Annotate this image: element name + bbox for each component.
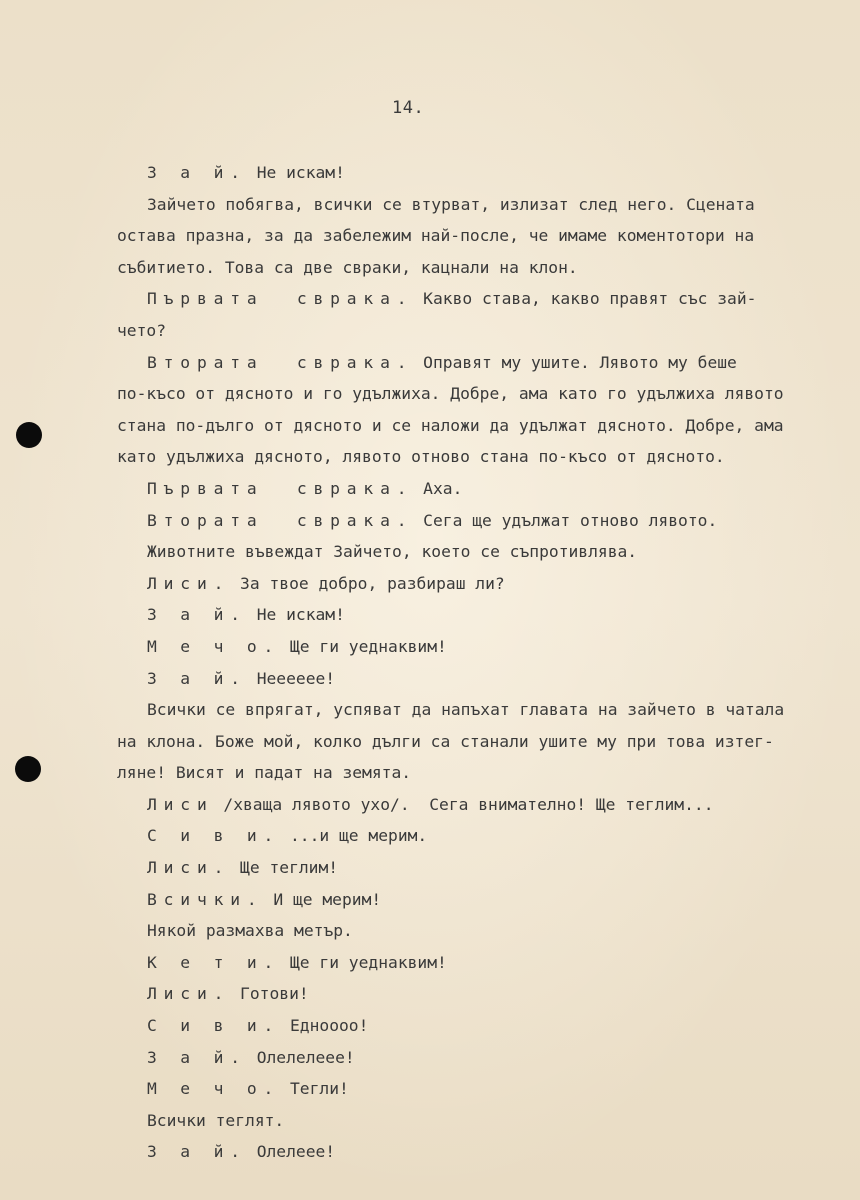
text-line [117,157,859,189]
speaker-name: З а й. [147,163,247,182]
text-line [117,726,859,758]
line-text: Едноооо! [280,1016,369,1036]
line-text: ляне! Висят и падат на земята. [117,763,412,783]
text-line [117,820,859,852]
text-line [117,189,859,221]
speaker-name: Първата сврака. [147,289,414,309]
text-line [117,884,859,916]
text-line [117,1136,859,1168]
page-number: 14. [392,98,425,118]
text-line [117,1073,859,1105]
text-line [117,947,859,979]
speaker-name: З а й. [147,605,247,625]
line-text: Оправят му ушите. Лявото му беше [413,352,737,372]
script-text [117,157,859,1168]
speaker-name: Лиси. [147,984,231,1004]
line-text: Какво става, какво правят със зай- [413,289,757,309]
line-text: Нееееее! [246,668,336,688]
line-text: събитието. Това са две свраки, кацнали на клон. [117,257,578,277]
text-line [117,757,859,789]
speaker-name: З а й. [147,668,247,688]
line-text: ...и ще мерим. [280,826,428,846]
text-line [117,978,859,1010]
line-text: Олелелеее! [246,1047,355,1067]
text-line [117,789,859,821]
text-line [117,663,859,695]
line-text: /хваща лявото ухо/. Сега внимателно! Ще теглим... [213,794,714,814]
speaker-name: М е ч о. [147,1079,281,1099]
punch-hole-bottom [15,756,41,782]
text-line [117,1010,859,1042]
speaker-name: Втората сврака. [147,510,414,530]
text-line [117,283,859,315]
text-line [117,315,859,347]
speaker-name: К е т и. [147,952,281,972]
text-line [117,1105,859,1137]
text-line [117,220,859,252]
speaker-name: Лиси. [147,858,231,878]
text-line [117,536,859,568]
text-line [117,378,859,410]
speaker-name: С и в и. [147,826,281,846]
line-text: остава празна, за да забележим най-после, че имаме коментотори на [117,226,755,246]
text-line [117,347,859,379]
line-text: стана по-дълго от дясното и се наложи да удължат дясното. Добре, ама [117,415,784,435]
speaker-name: З а й. [147,1142,247,1162]
speaker-name: Втората сврака. [147,352,414,372]
line-text: Ще ги уеднаквим! [280,636,447,656]
text-line [117,599,859,631]
line-text: Някой размахва метър. [147,921,353,941]
speaker-name: М е ч о. [147,636,281,656]
line-text: За твое добро, разбираш ли? [230,573,505,593]
line-text: като удължиха дясното, лявото отново стана по-късо от дясното. [117,447,725,467]
line-text: на клона. Боже мой, колко дълги са станали ушите му при това изтег- [117,731,774,751]
line-text: Не искам! [246,605,345,625]
speaker-name: Първата сврака. [147,478,414,498]
speaker-name: Всички. [147,889,264,909]
line-text: Всички се впрягат, успяват да напъхат главата на зайчето в чатала [147,700,785,720]
line-text: Готови! [230,984,309,1004]
text-line [117,852,859,884]
line-text: Олелеее! [246,1142,336,1162]
speaker-name: З а й. [147,1047,247,1067]
line-text: Аха. [413,478,463,498]
line-text: И ще мерим! [263,889,382,909]
text-line [117,1042,859,1074]
text-line [117,441,859,473]
line-text: Зайчето побягва, всички се втурват, излизат след него. Сцената [147,194,755,214]
line-text: Ще теглим! [230,858,339,878]
line-text: чето? [117,320,167,340]
speaker-name: С и в и. [147,1016,281,1036]
line-text: Сега ще удължат отново лявото. [413,510,718,530]
line-text: Ще ги уеднаквим! [280,952,447,972]
text-line [117,694,859,726]
line-text: по-късо от дясното и го удължиха. Добре, ама като го удължиха лявото [117,384,784,404]
line-text: Не искам! [246,163,345,182]
line-text: Всички теглят. [147,1110,285,1130]
text-line [117,473,859,505]
text-line [117,505,859,537]
text-line [117,568,859,600]
text-line [117,915,859,947]
speaker-name: Лиси. [147,573,231,593]
punch-hole-top [16,422,42,448]
text-line [117,252,859,284]
text-line [117,631,859,663]
line-text: Тегли! [280,1079,349,1099]
text-line [117,410,859,442]
line-text: Животните въвеждат Зайчето, което се съпротивлява. [147,542,638,562]
speaker-name: Лиси [147,794,214,814]
